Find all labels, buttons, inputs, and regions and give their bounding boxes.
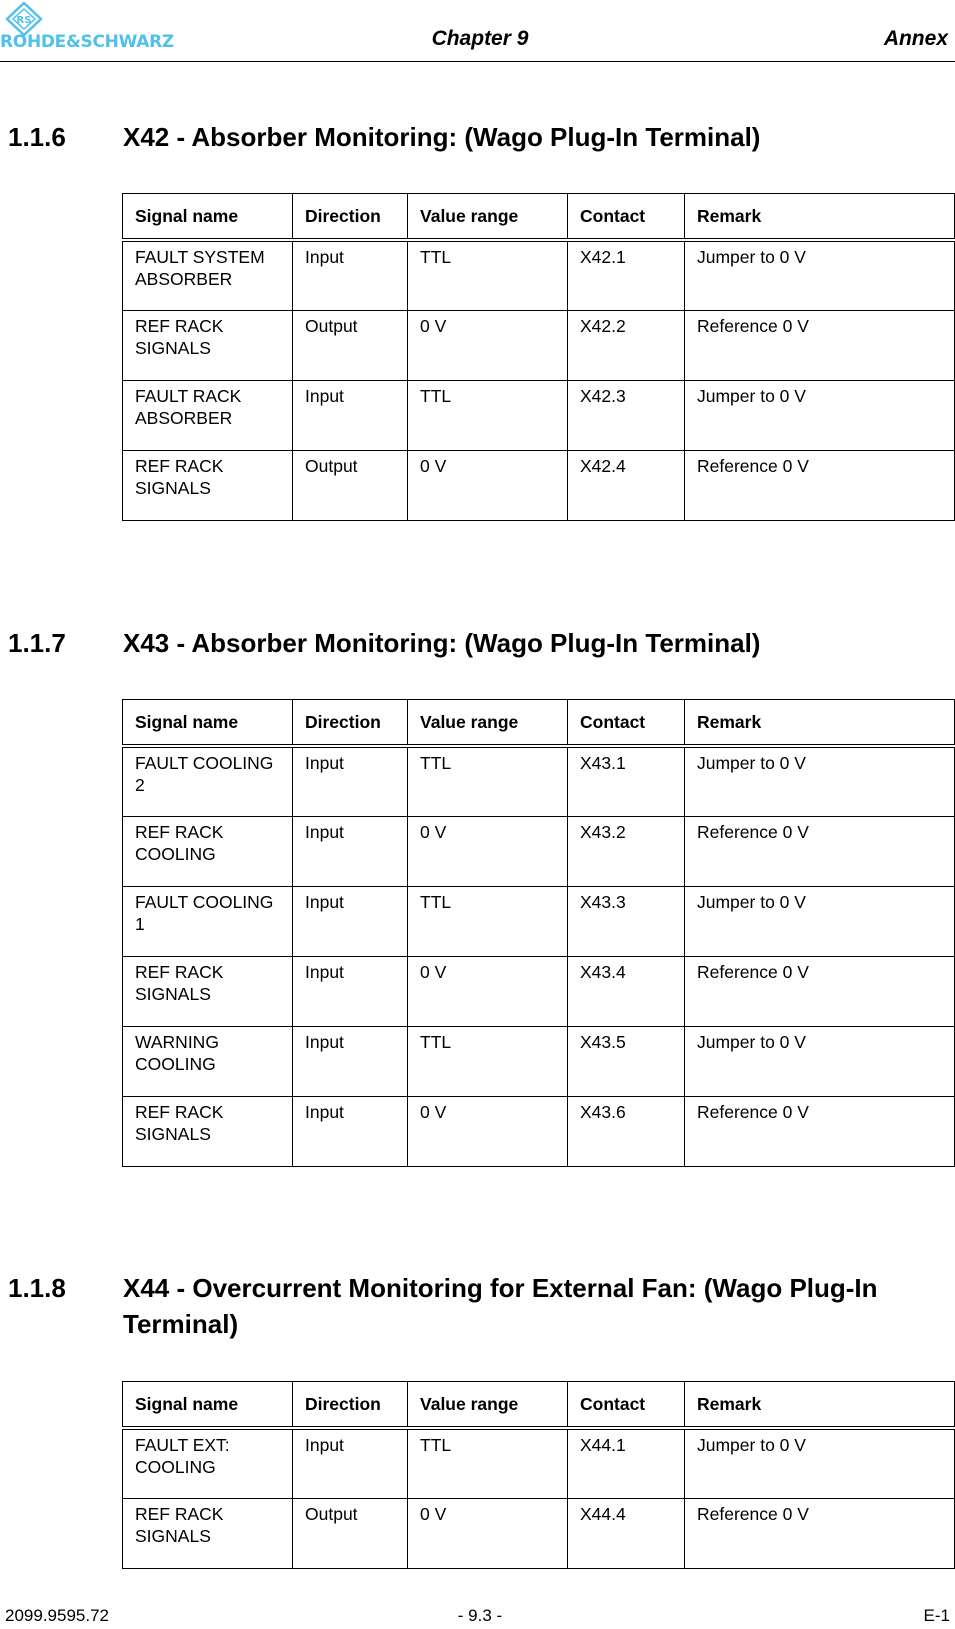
table-row (123, 450, 955, 520)
remark-cell: Reference 0 V (685, 816, 955, 886)
rohde-schwarz-logo (0, 2, 225, 50)
value-range-cell: TTL (408, 886, 568, 956)
signal-name-cell: WARNING COOLING (123, 1026, 293, 1096)
value-range-cell: TTL (408, 240, 568, 310)
table-row (123, 1096, 955, 1166)
value-range-cell: 0 V (408, 956, 568, 1026)
signal-name-cell: FAULT SYSTEM ABSORBER (123, 240, 293, 310)
table-row (123, 746, 955, 816)
contact-cell: X43.2 (568, 816, 685, 886)
remark-cell: Jumper to 0 V (685, 886, 955, 956)
direction-cell: Input (293, 1026, 408, 1096)
signal-name-cell: REF RACK SIGNALS (123, 450, 293, 520)
value-range-cell: TTL (408, 1026, 568, 1096)
table-header-row (123, 194, 955, 241)
value-range-cell: 0 V (408, 450, 568, 520)
brand-wordmark: ROHDE&SCHWARZ (0, 32, 174, 52)
col-signal-name: Signal name (123, 700, 293, 747)
remark-cell: Reference 0 V (685, 310, 955, 380)
col-remark: Remark (685, 194, 955, 241)
table-row (123, 1026, 955, 1096)
col-signal-name: Signal name (123, 194, 293, 241)
document-number: 2099.9595.72 (5, 1606, 109, 1625)
col-direction: Direction (293, 194, 408, 241)
rs-diamond-icon (4, 2, 44, 36)
remark-cell: Reference 0 V (685, 450, 955, 520)
contact-cell: X43.3 (568, 886, 685, 956)
contact-cell: X42.3 (568, 380, 685, 450)
signal-name-cell: FAULT COOLING 1 (123, 886, 293, 956)
col-contact: Contact (568, 700, 685, 747)
col-direction: Direction (293, 700, 408, 747)
edition-label: E-1 (923, 1606, 950, 1625)
direction-cell: Input (293, 240, 408, 310)
col-contact: Contact (568, 194, 685, 241)
contact-cell: X44.1 (568, 1428, 685, 1498)
remark-cell: Reference 0 V (685, 1096, 955, 1166)
col-value-range: Value range (408, 700, 568, 747)
signal-name-cell: REF RACK SIGNALS (123, 956, 293, 1026)
remark-cell: Reference 0 V (685, 956, 955, 1026)
contact-cell: X42.4 (568, 450, 685, 520)
col-value-range: Value range (408, 1382, 568, 1429)
remark-cell: Jumper to 0 V (685, 240, 955, 310)
col-contact: Contact (568, 1382, 685, 1429)
signal-name-cell: FAULT RACK ABSORBER (123, 380, 293, 450)
value-range-cell: 0 V (408, 1096, 568, 1166)
contact-cell: X44.4 (568, 1498, 685, 1568)
header-divider (0, 61, 955, 62)
remark-cell: Jumper to 0 V (685, 380, 955, 450)
signal-name-cell: REF RACK COOLING (123, 816, 293, 886)
direction-cell: Output (293, 310, 408, 380)
contact-cell: X43.6 (568, 1096, 685, 1166)
contact-cell: X42.1 (568, 240, 685, 310)
value-range-cell: 0 V (408, 816, 568, 886)
value-range-cell: 0 V (408, 1498, 568, 1568)
contact-cell: X43.4 (568, 956, 685, 1026)
remark-cell: Jumper to 0 V (685, 1026, 955, 1096)
x42-signal-table (122, 193, 955, 521)
direction-cell: Input (293, 956, 408, 1026)
x43-signal-table (122, 699, 955, 1167)
table-row (123, 310, 955, 380)
table-row (123, 240, 955, 310)
section-title-text: X44 - Overcurrent Monitoring for External Fan: (Wago Plug-In Terminal) (123, 1273, 878, 1339)
remark-cell: Jumper to 0 V (685, 1428, 955, 1498)
section-number: 1.1.7 (8, 628, 66, 658)
remark-cell: Reference 0 V (685, 1498, 955, 1568)
page-number: - 9.3 - (457, 1606, 503, 1625)
value-range-cell: TTL (408, 1428, 568, 1498)
signal-name-cell: FAULT EXT: COOLING (123, 1428, 293, 1498)
contact-cell: X43.1 (568, 746, 685, 816)
direction-cell: Input (293, 886, 408, 956)
col-value-range: Value range (408, 194, 568, 241)
direction-cell: Output (293, 450, 408, 520)
col-direction: Direction (293, 1382, 408, 1429)
direction-cell: Input (293, 1096, 408, 1166)
signal-name-cell: FAULT COOLING 2 (123, 746, 293, 816)
col-remark: Remark (685, 1382, 955, 1429)
signal-name-cell: REF RACK SIGNALS (123, 310, 293, 380)
direction-cell: Input (293, 1428, 408, 1498)
section-heading-x44 (8, 1270, 948, 1342)
section-heading-x43 (8, 625, 948, 661)
signal-name-cell: REF RACK SIGNALS (123, 1096, 293, 1166)
chapter-label: Chapter 9 (431, 27, 529, 50)
value-range-cell: TTL (408, 746, 568, 816)
contact-cell: X43.5 (568, 1026, 685, 1096)
table-row (123, 816, 955, 886)
section-title-text: X42 - Absorber Monitoring: (Wago Plug-In Terminal) (123, 122, 761, 152)
section-number: 1.1.8 (8, 1273, 66, 1303)
table-row (123, 956, 955, 1026)
table-header-row (123, 700, 955, 747)
value-range-cell: 0 V (408, 310, 568, 380)
annex-label: Annex (883, 27, 948, 50)
table-row (123, 886, 955, 956)
direction-cell: Input (293, 746, 408, 816)
x44-signal-table (122, 1381, 955, 1569)
table-row (123, 1428, 955, 1498)
col-signal-name: Signal name (123, 1382, 293, 1429)
table-row (123, 380, 955, 450)
svg-text:RS: RS (16, 15, 32, 26)
value-range-cell: TTL (408, 380, 568, 450)
remark-cell: Jumper to 0 V (685, 746, 955, 816)
section-title-text: X43 - Absorber Monitoring: (Wago Plug-In Terminal) (123, 628, 761, 658)
signal-name-cell: REF RACK SIGNALS (123, 1498, 293, 1568)
direction-cell: Input (293, 380, 408, 450)
direction-cell: Output (293, 1498, 408, 1568)
table-row (123, 1498, 955, 1568)
contact-cell: X42.2 (568, 310, 685, 380)
direction-cell: Input (293, 816, 408, 886)
col-remark: Remark (685, 700, 955, 747)
section-heading-x42 (8, 119, 948, 155)
table-header-row (123, 1382, 955, 1429)
section-number: 1.1.6 (8, 122, 66, 152)
